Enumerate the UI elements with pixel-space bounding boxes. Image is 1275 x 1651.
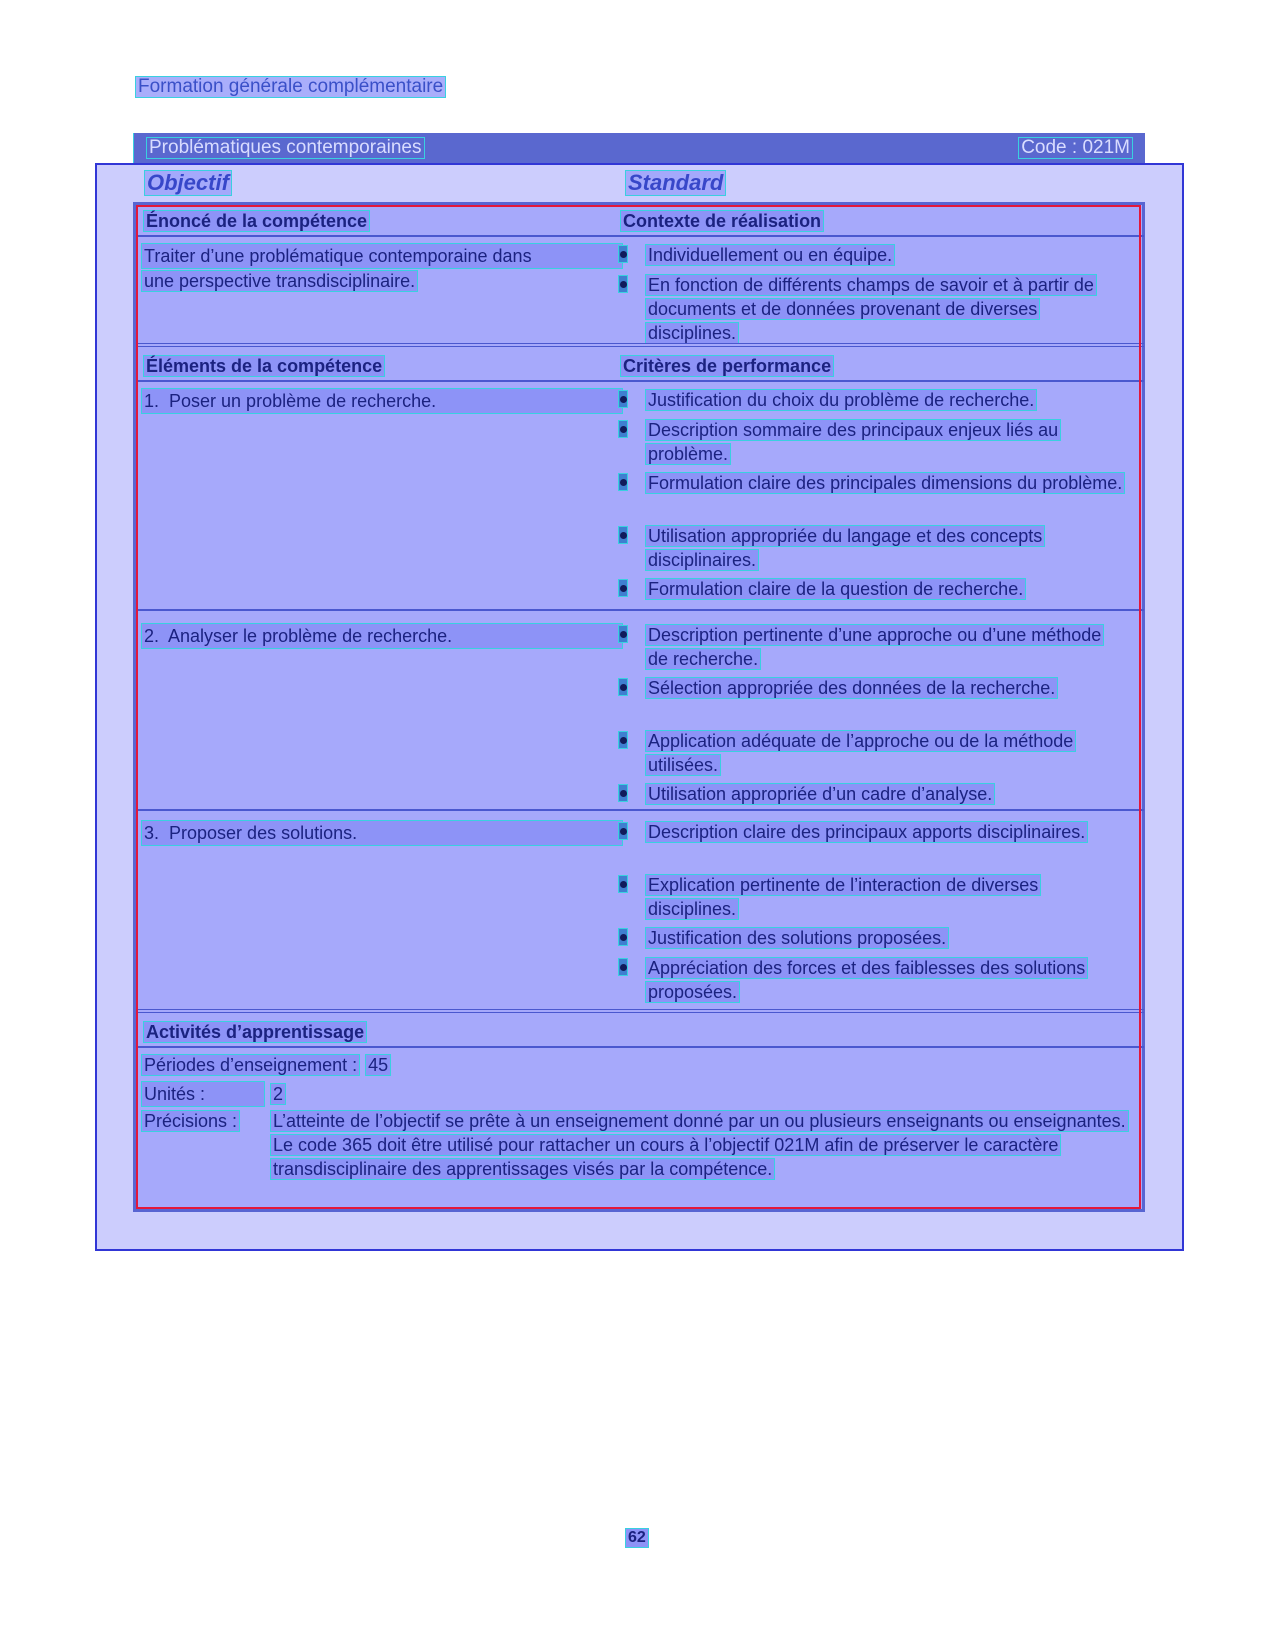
section-divider: [138, 343, 1144, 349]
enonce-line-1: Traiter d’une problématique contemporaine dans: [141, 243, 623, 269]
course-name: Problématiques contemporaines: [146, 137, 425, 159]
bullet-icon: [618, 822, 628, 840]
element-3-label: 3. Proposer des solutions.: [141, 820, 623, 846]
element-2-label: 2. Analyser le problème de recherche.: [141, 623, 623, 649]
criterion-item: Explication pertinente de l’interaction de diverses disciplines.: [646, 873, 1126, 921]
bullet-icon: [618, 526, 628, 544]
unites-row: [141, 1081, 286, 1107]
bullet-icon: [618, 678, 628, 696]
standard-header: Standard: [625, 170, 726, 196]
criterion-item: Description pertinente d’une approche ou d’une méthode de recherche.: [646, 623, 1126, 671]
bullet-icon: [618, 275, 628, 293]
enonce-text: [141, 243, 623, 293]
bullet-icon: [618, 420, 628, 438]
precisions-label-wrap: [141, 1109, 240, 1133]
bullet-icon: [618, 579, 628, 597]
bullet-icon: [618, 958, 628, 976]
criterion-item: Sélection appropriée des données de la recherche.: [646, 676, 1126, 700]
criteres-heading: Critères de performance: [620, 355, 834, 377]
precisions-paragraph-1: L’atteinte de l’objectif se prête à un enseignement donné par un ou plusieurs enseignants ou enseignantes.: [270, 1110, 1129, 1132]
column-headers: [140, 168, 1140, 198]
document-header: Formation générale complémentaire: [135, 76, 446, 98]
section-divider: [138, 1009, 1144, 1015]
course-code: Code : 021M: [1018, 137, 1133, 159]
periodes-label: Périodes d’enseignement :: [141, 1054, 360, 1076]
enonce-line-2: une perspective transdisciplinaire.: [141, 270, 418, 292]
criterion-item: Formulation claire de la question de recherche.: [646, 577, 1126, 601]
criterion-item: Application adéquate de l’approche ou de la méthode utilisées.: [646, 729, 1126, 777]
objectif-header: Objectif: [144, 170, 232, 196]
contexte-heading: Contexte de réalisation: [620, 210, 824, 232]
bullet-icon: [618, 928, 628, 946]
course-title-bar: [133, 133, 1145, 163]
criterion-item: Formulation claire des principales dimensions du problème.: [646, 471, 1126, 495]
precisions-paragraph-2: Le code 365 doit être utilisé pour rattacher un cours à l’objectif 021M afin de préserver le caractère transdisciplinaire des apprentissages visés par la compétence.: [270, 1134, 1061, 1180]
activites-header-row: [138, 1016, 1144, 1048]
bullet-icon: [618, 245, 628, 263]
criterion-item: Appréciation des forces et des faiblesses des solutions proposées.: [646, 956, 1126, 1004]
bullet-icon: [618, 473, 628, 491]
bullet-icon: [618, 625, 628, 643]
precisions-text: [270, 1109, 1130, 1181]
criterion-item: Justification des solutions proposées.: [646, 926, 1126, 950]
elements-header-row: [138, 350, 1144, 382]
bullet-icon: [618, 784, 628, 802]
competence-table: [133, 202, 1145, 1212]
enonce-header-row: [138, 205, 1144, 237]
unites-value: 2: [270, 1083, 286, 1105]
bullet-icon: [618, 875, 628, 893]
bullet-icon: [618, 390, 628, 408]
precisions-label: Précisions :: [141, 1110, 240, 1132]
periodes-value: 45: [365, 1054, 391, 1076]
unites-label: Unités :: [141, 1081, 265, 1107]
bullet-icon: [618, 731, 628, 749]
criterion-item: Utilisation appropriée du langage et des concepts disciplinaires.: [646, 524, 1126, 572]
page-number: 62: [625, 1528, 649, 1548]
criterion-item: Description sommaire des principaux enjeux liés au problème.: [646, 418, 1126, 466]
row-divider: [138, 809, 1144, 811]
row-divider: [138, 609, 1144, 611]
enonce-heading: Énoncé de la compétence: [143, 210, 370, 232]
element-1-label: 1. Poser un problème de recherche.: [141, 388, 623, 414]
periodes-row: [141, 1053, 391, 1077]
contexte-item: Individuellement ou en équipe.: [646, 243, 1126, 267]
criterion-item: Utilisation appropriée d’un cadre d’analyse.: [646, 782, 1126, 806]
elements-heading: Éléments de la compétence: [143, 355, 385, 377]
criterion-item: Justification du choix du problème de recherche.: [646, 388, 1126, 412]
activites-heading: Activités d’apprentissage: [143, 1021, 367, 1043]
contexte-item: En fonction de différents champs de savoir et à partir de documents et de données provenant de diverses disciplines.: [646, 273, 1126, 345]
criterion-item: Description claire des principaux apports disciplinaires.: [646, 820, 1126, 844]
